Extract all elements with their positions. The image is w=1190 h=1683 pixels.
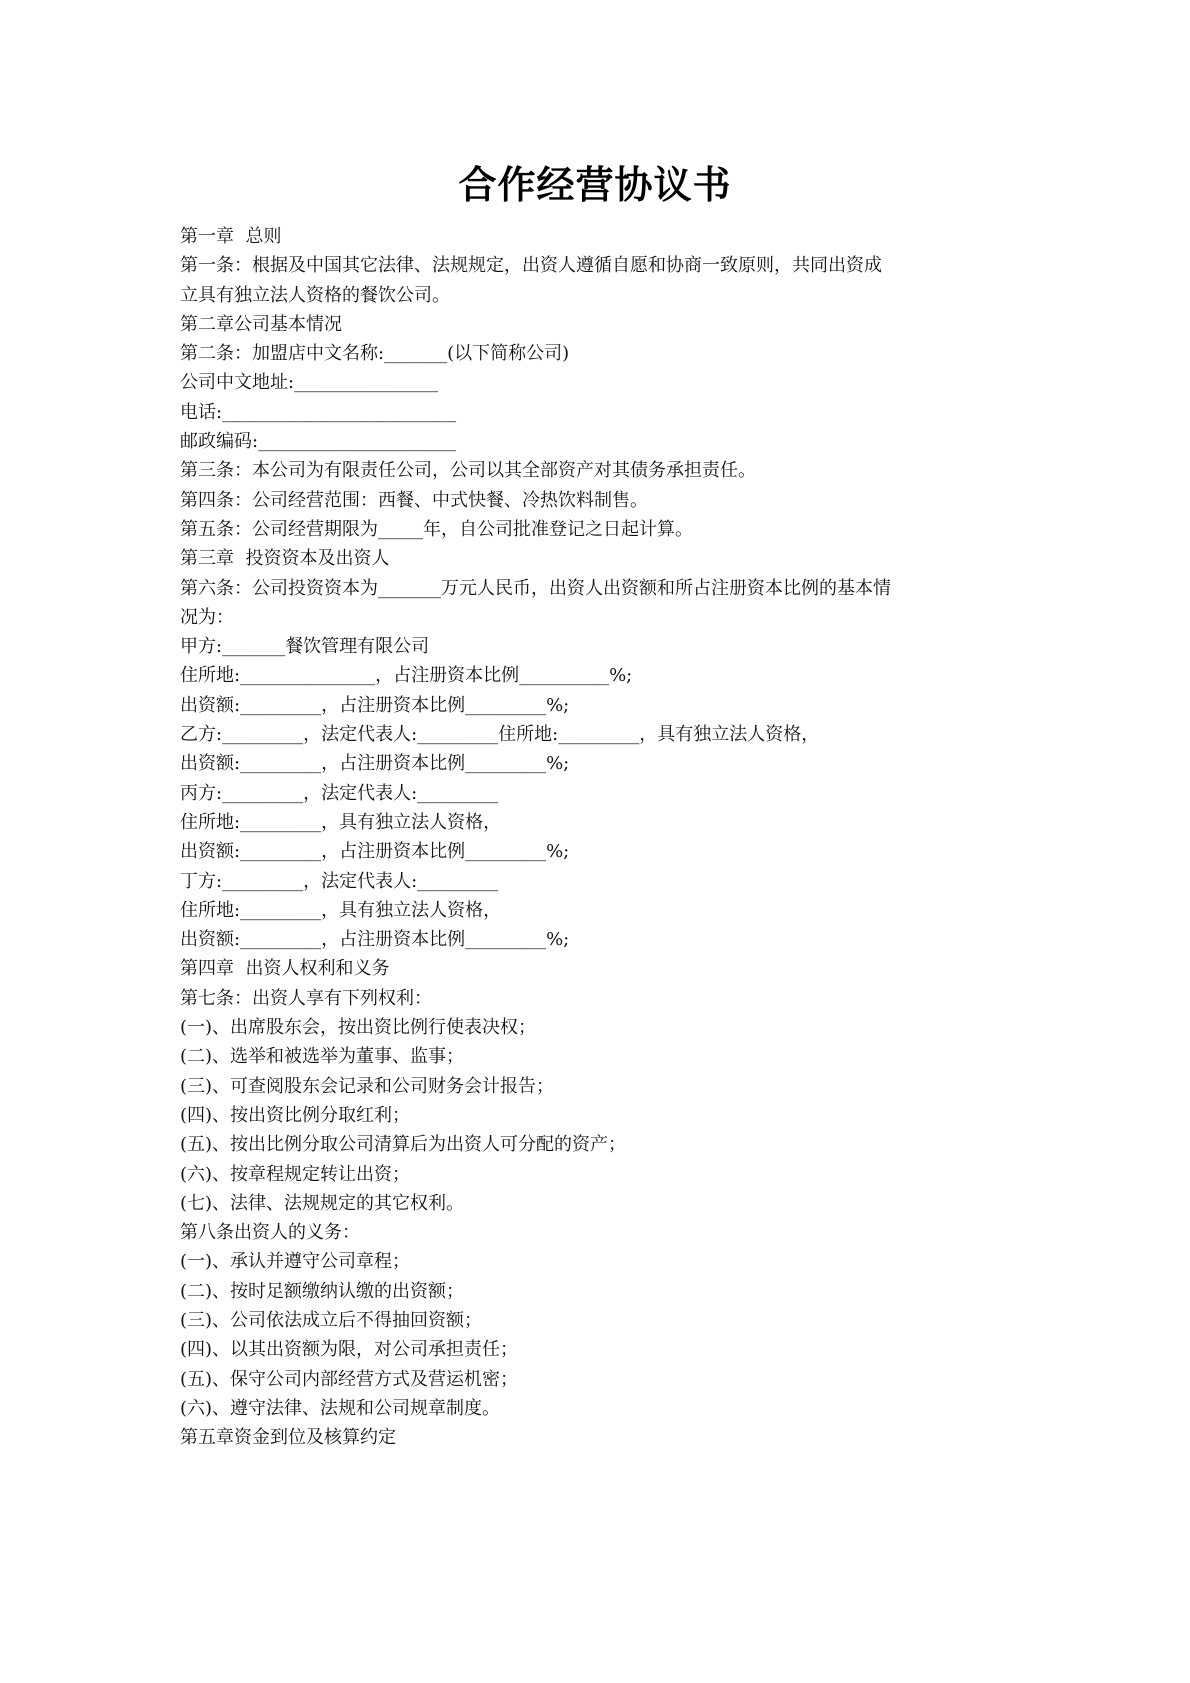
list-item: (一)、承认并遵守公司章程；	[180, 1251, 411, 1273]
form-field-line: 电话:__________________________	[180, 401, 457, 423]
party-line: 出资额:_________，占注册资本比例_________%;	[180, 694, 570, 716]
article-text: 第一条：根据及中国其它法律、法规规定，出资人遵循自愿和协商一致原则，共同出资成	[180, 255, 882, 277]
list-item: (六)、按章程规定转让出资；	[180, 1163, 411, 1185]
list-item: (六)、遵守法律、法规和公司规章制度。	[180, 1397, 501, 1419]
article-text: 第八条出资人的义务：	[180, 1222, 360, 1244]
list-item: (七)、法律、法规规定的其它权利。	[180, 1192, 465, 1214]
chapter-heading: 第三章 投资资本及出资人	[180, 548, 390, 570]
list-item: (一)、出席股东会，按出资比例行使表决权；	[180, 1017, 537, 1039]
article-text: 第二条：加盟店中文名称:_______(以下简称公司)	[180, 343, 570, 365]
list-item: (二)、选举和被选举为董事、监事；	[180, 1046, 465, 1068]
form-field-line: 公司中文地址:________________	[180, 372, 439, 394]
party-line: 出资额:_________，占注册资本比例_________%;	[180, 929, 570, 951]
party-line: 丁方:_________，法定代表人:_________	[180, 870, 499, 892]
party-line: 出资额:_________，占注册资本比例_________%;	[180, 753, 570, 775]
article-text: 况为：	[180, 606, 234, 628]
party-line: 住所地:_______________，占注册资本比例__________%;	[180, 665, 633, 687]
list-item: (五)、保守公司内部经营方式及营运机密；	[180, 1368, 519, 1390]
party-line: 住所地:_________，具有独立法人资格，	[180, 899, 502, 921]
list-item: (五)、按出比例分取公司清算后为出资人可分配的资产；	[180, 1134, 627, 1156]
article-text: 第四条：公司经营范围：西餐、中式快餐、冷热饮料制售。	[180, 489, 648, 511]
list-item: (四)、以其出资额为限，对公司承担责任；	[180, 1339, 519, 1361]
article-text: 第七条：出资人享有下列权利：	[180, 987, 432, 1009]
list-item: (四)、按出资比例分取红利；	[180, 1104, 411, 1126]
party-line: 出资额:_________，占注册资本比例_________%;	[180, 841, 570, 863]
list-item: (三)、公司依法成立后不得抽回资额；	[180, 1309, 483, 1331]
party-line: 丙方:_________，法定代表人:_________	[180, 782, 499, 804]
chapter-heading: 第二章公司基本情况	[180, 313, 342, 335]
form-field-line: 邮政编码:______________________	[180, 431, 457, 453]
document-title: 合作经营协议书	[458, 163, 732, 207]
article-text: 第三条：本公司为有限责任公司，公司以其全部资产对其债务承担责任。	[180, 460, 756, 482]
article-text: 第六条：公司投资资本为_______万元人民币，出资人出资额和所占注册资本比例的基本情	[180, 577, 891, 599]
chapter-heading: 第五章资金到位及核算约定	[180, 1427, 396, 1449]
party-line: 住所地:_________，具有独立法人资格，	[180, 811, 502, 833]
list-item: (二)、按时足额缴纳认缴的出资额；	[180, 1280, 465, 1302]
article-text: 第五条：公司经营期限为_____年，自公司批准登记之日起计算。	[180, 518, 693, 540]
chapter-heading: 第一章 总则	[180, 226, 282, 247]
list-item: (三)、可查阅股东会记录和公司财务会计报告；	[180, 1075, 555, 1097]
party-line: 乙方:_________，法定代表人:_________住所地:_________，具有独立法人资格，	[180, 724, 820, 746]
party-line: 甲方:_______餐饮管理有限公司	[180, 636, 430, 658]
article-text: 立具有独立法人资格的餐饮公司。	[180, 284, 450, 306]
chapter-heading: 第四章 出资人权利和义务	[180, 958, 390, 980]
document-body	[180, 222, 1020, 1452]
